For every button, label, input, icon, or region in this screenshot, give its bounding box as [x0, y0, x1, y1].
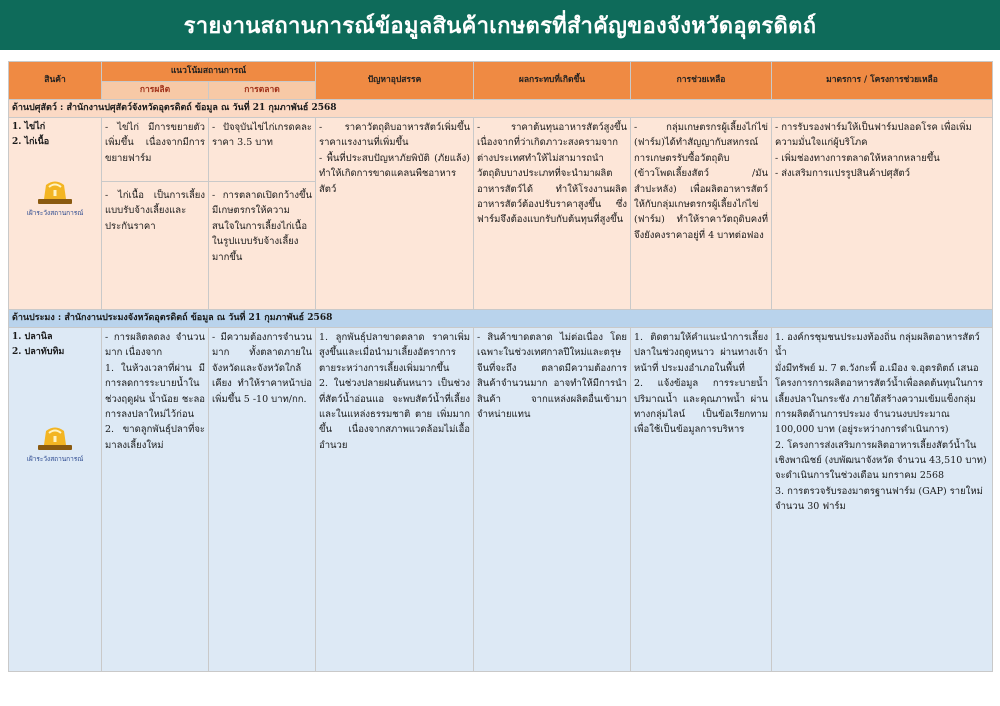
- measure-2-budget: เชิงพาณิชย์ (งบพัฒนาจังหวัด จำนวน 43,510 บาท): [775, 455, 987, 466]
- livestock-measures: [772, 118, 993, 310]
- problem-drought: - พื้นที่ประสบปัญหาภัยพิบัติ (ภัยแล้ง) ทำให้เกิดการขาดแคลนพืชอาหารสัตว์: [319, 152, 470, 195]
- production-broiler: - ไก่เนื้อ เป็นการเลี้ยงแบบรับจ้างเลี้ยงและประกันราคา: [105, 190, 205, 232]
- measure-processing: - ส่งเสริมการแปรรูปสินค้าปศุสัตว์: [775, 168, 910, 180]
- marketing-eggs: - ปัจจุบันไข่ไก่เกรดคละ ราคา 3.5 บาท: [209, 118, 315, 182]
- section-fishery: ด้านประมง : สำนักงานประมงจังหวัดอุตรดิตถ์ ข้อมูล ณ วันที่ 21 กุมภาพันธ์ 2568: [9, 310, 993, 328]
- section-livestock: ด้านปศุสัตว์ : สำนักงานปศุสัตว์จังหวัดอุตรดิตถ์ ข้อมูล ณ วันที่ 21 กุมภาพันธ์ 2568: [9, 100, 993, 118]
- measure-1-detail: มั่งมีทรัพย์ ม. 7 ต.วังกะพี้ อ.เมือง จ.อุตรดิตถ์ เสนอโครงการการผลิตอาหารสัตว์น้ำเพื่อลดต้นทุนในการเลี้ยงปลาในกระชัง ภายใต้สร้างความเข้มแข็งกลุ่มการผลิตด้านการประมง จำนวนงบประมาณ 100,000 บาท (อยู่ระหว่างการดำเนินการ): [775, 362, 983, 436]
- warning-badge: [12, 423, 98, 465]
- measure-2-schedule: จะดำเนินการในช่วงเดือน มกราคม 2568: [775, 470, 945, 482]
- fishery-measures: [772, 328, 993, 672]
- warning-badge: [12, 177, 98, 219]
- problem-cold-season: 2. ในช่วงปลายฝนต้นหนาว เป็นช่วงที่สัตว์น้ำอ่อนแอ จะพบสัตว์น้ำที่เลี้ยงและในแหล่งธรรมชาติ ตาย เพิ่มมากขึ้น เนื่องจากสภาพแวดล้อมไม่เอื้ออำนวย: [319, 378, 470, 451]
- measure-disease-free: - การรับรองฟาร์มให้เป็นฟาร์มปลอดโรค เพื่อเพิ่มความมั่นใจแก่ผู้บริโภค: [775, 122, 972, 149]
- fishery-marketing: - มีความต้องการจำนวนมาก ทั้งตลาดภายในจังหวัดและจังหวัดใกล้เคียง ทำให้ราคาหน้าบ่อ เพิ่มขึ้น 5 -10 บาท/กก.: [209, 328, 316, 672]
- measure-3-title: 3. การตรวจรับรองมาตรฐานฟาร์ม (GAP) รายใหม่: [775, 485, 983, 497]
- livestock-impact: - ราคาต้นทุนอาหารสัตว์สูงขึ้น เนื่องจากที่ว่าเกิดภาวะสงครามจากต่างประเทศทำให้ไม่สามารถนำวัตถุดิบบางประเภทที่จะนำมาผลิตอาหารสัตว์ได้ ทำให้โรงงานผลิตอาหารสัตว์ต้องปรับราคาสูงขึ้น ซึ่งฟาร์มจึงต้องแบกรับกับต้นทุนที่สูงขึ้น: [474, 118, 631, 310]
- assistance-advice: 1. ติดตามให้คำแนะนำการเลี้ยงปลาในช่วงฤดูหนาว ผ่านทางเจ้าหน้าที่ ประมงอำเภอในพื้นที่: [634, 332, 768, 374]
- product-tilapia: 1. ปลานิล: [12, 332, 53, 342]
- livestock-problems: [316, 118, 474, 310]
- siren-icon: [35, 177, 75, 205]
- warning-caption: เฝ้าระวังสถานการณ์: [26, 209, 84, 218]
- report-table: [8, 61, 993, 672]
- production-reason-fry: 2. ขาดลูกพันธุ์ปลาที่จะมาลงเลี้ยงใหม่: [105, 424, 205, 451]
- livestock-marketing: [209, 118, 316, 310]
- product-red-tilapia: 2. ปลาทับทิม: [12, 346, 65, 357]
- header-product: สินค้า: [9, 62, 102, 100]
- header-assistance: การช่วยเหลือ: [631, 62, 772, 100]
- measure-3-detail: จำนวน 30 ฟาร์ม: [775, 501, 846, 513]
- header-problems: ปัญหาอุปสรรค: [316, 62, 474, 100]
- fishery-problems: [316, 328, 474, 672]
- header-measures: มาตรการ / โครงการช่วยเหลือ: [772, 62, 993, 100]
- measure-market-channels: - เพิ่มช่องทางการตลาดให้หลากหลายขึ้น: [775, 152, 940, 164]
- report-title: รายงานสถานการณ์ข้อมูลสินค้าเกษตรที่สำคัญของจังหวัดอุตรดิตถ์: [0, 0, 1000, 50]
- warning-caption: เฝ้าระวังสถานการณ์: [26, 455, 84, 464]
- marketing-broiler: - การตลาดเปิดกว้างขึ้นมีเกษตรกรให้ความสนใจในการเลี้ยงไก่เนื้อในรูปแบบรับจ้างเลี้ยงมากขึ้น: [212, 190, 312, 263]
- measure-1-title: 1. องค์กรชุมชนประมงท้องถิ่น กลุ่มผลิตอาหารสัตว์น้ำ: [775, 332, 980, 359]
- product-broiler: 2. ไก่เนื้อ: [12, 136, 50, 147]
- livestock-assistance: - กลุ่มเกษตรกรผู้เลี้ยงไก่ไข่ (ฟาร์ม)ได้ทำสัญญากับสหกรณ์การเกษตรรับซื้อวัตถุดิบ (ข้าวโพดเลี้ยงสัตว์ /มันสำปะหลัง) เพื่อผลิตอาหารสัตว์ให้กับกลุ่มเกษตรกรผู้เลี้ยงไก่ไข่ (ฟาร์ม) ทำให้ราคาวัตถุดิบคงที่จึงยังคงราคาอยู่ที่ 4 บาทต่อฟอง: [631, 118, 772, 310]
- production-intro: - การผลิตลดลง จำนวนมาก เนื่องจาก: [105, 332, 205, 359]
- livestock-production: [102, 118, 209, 310]
- fishery-assistance: [631, 328, 772, 672]
- header-production: การผลิต: [102, 82, 209, 100]
- header-trend: แนวโน้มสถานการณ์: [102, 62, 316, 82]
- header-impact: ผลกระทบที่เกิดขึ้น: [474, 62, 631, 100]
- assistance-water-info: 2. แจ้งข้อมูล การระบายน้ำ ปริมาณน้ำ และคุณภาพน้ำ ผ่านทางกลุ่มไลน์ เป็นข้อเรียกทาม เพื่อใช้เป็นข้อมูลการบริหาร: [634, 378, 768, 436]
- fishery-products: [9, 328, 102, 672]
- header-marketing: การตลาด: [209, 82, 316, 100]
- siren-icon: [35, 423, 75, 451]
- livestock-products: [9, 118, 102, 310]
- production-reason-water: 1. ในห้วงเวลาที่ผ่าน มีการลดการระบายน้ำในช่วงฤดูฝน น้ำน้อย ชะลอการลงปลาใหม่ไว้ก่อน: [105, 362, 205, 420]
- production-eggs: - ไข่ไก่ มีการขยายตัวเพิ่มขึ้น เนื่องจากมีการขยายฟาร์ม: [102, 118, 208, 182]
- fishery-impact: - สินค้าขาดตลาด ไม่ต่อเนื่อง โดยเฉพาะในช่วงเทศกาลปีใหม่และตรุษจีนที่จะถึง ตลาดมีความต้องการสินค้าจำนวนมาก อาจทำให้มีการนำสินค้า จากแหล่งผลิตอื่นเข้ามาจำหน่ายแทน: [474, 328, 631, 672]
- measure-2-title: 2. โครงการส่งเสริมการผลิตอาหารเลี้ยงสัตว์น้ำใน: [775, 439, 977, 451]
- problem-fry-shortage: 1. ลูกพันธุ์ปลาขาดตลาด ราคาเพิ่มสูงขึ้นและเมื่อนำมาเลี้ยงอัตราการตายระหว่างการเลี้ยงเพิ่มมากขึ้น: [319, 332, 470, 374]
- fishery-production: [102, 328, 209, 672]
- problem-feed-cost: - ราคาวัตถุดิบอาหารสัตว์เพิ่มขึ้นราคาแรงงานที่เพิ่มขึ้น: [319, 122, 470, 149]
- product-eggs: 1. ไข่ไก่: [12, 122, 46, 132]
